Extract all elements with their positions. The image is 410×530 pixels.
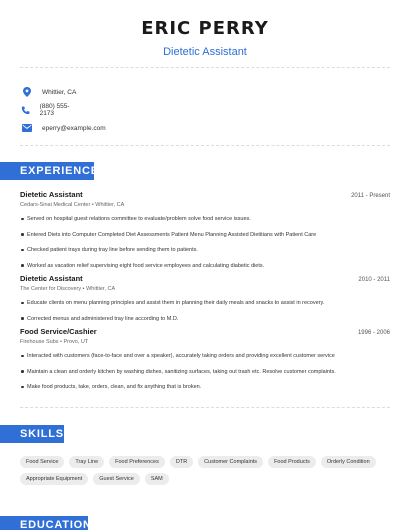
skills-list <box>20 456 390 490</box>
location-pin-icon <box>20 85 34 99</box>
job-entry-employer: Firehouse Subs • Provo, UT <box>20 339 89 345</box>
bullet-item: Educate clients on menu planning principles and assist them in planning their daily meals and snacks to assist in recovery. <box>20 299 390 315</box>
skill-chip: Guest Service <box>93 473 140 485</box>
phone-icon <box>20 103 32 117</box>
resume-header <box>0 18 410 59</box>
job-entry-bullets <box>20 352 390 399</box>
contact-email <box>20 119 106 137</box>
job-title: Dietetic Assistant <box>163 46 247 58</box>
job-entry-title: Dietetic Assistant <box>20 190 83 199</box>
bullet-item: Maintain a clean and orderly kitchen by washing dishes, sanitizing surfaces, taking out trash etc. Resolve customer complaints. <box>20 368 390 384</box>
contact-location <box>20 83 76 101</box>
bullet-item: Make food products, take, orders, clean, and fix anything that is broken. <box>20 383 390 399</box>
skill-chip: Food Service <box>20 456 64 468</box>
skill-chip: Orderly Condition <box>321 456 376 468</box>
contact-location-text: Whittier, CA <box>42 88 77 96</box>
section-heading-experience: EXPERIENCE <box>0 162 94 180</box>
skill-chip: SAM <box>145 473 169 485</box>
bullet-item: Checked patient trays during tray line before sending them to patients. <box>20 246 390 262</box>
skill-chip: DTR <box>170 456 193 468</box>
contact-list <box>20 83 106 132</box>
contact-email-text: eperry@example.com <box>42 124 106 132</box>
contact-phone-text: (880) 555-2173 <box>39 103 70 117</box>
skill-chip: Customer Complaints <box>198 456 263 468</box>
bullet-item: Served on hospital guest relations committee to evaluate/problem solve food service issues. <box>20 215 390 231</box>
skill-chip: Tray Line <box>69 456 104 468</box>
divider <box>20 145 390 146</box>
job-entry-bullets <box>20 299 390 330</box>
job-entry <box>20 327 390 399</box>
section-heading-skills: SKILLS <box>0 425 64 443</box>
job-entry-dates: 2010 - 2011 <box>358 277 390 283</box>
skill-chip: Appropriate Equipment <box>20 473 88 485</box>
divider <box>20 407 390 408</box>
skill-chip: Food Preferences <box>109 456 165 468</box>
candidate-name: ERIC PERRY <box>141 18 269 39</box>
job-entry-employer: The Center for Discovery • Whittier, CA <box>20 286 116 292</box>
job-entry-bullets <box>20 215 390 277</box>
bullet-item: Corrected menus and administered tray line according to M.D. <box>20 315 390 331</box>
job-entry-employer: Cedars-Sinai Medical Center • Whittier, CA <box>20 202 125 208</box>
skill-chip: Food Products <box>268 456 316 468</box>
bullet-item: Interacted with customers (face-to-face and over a speaker), accurately taking orders and providing excellent customer service <box>20 352 390 368</box>
job-entry <box>20 190 390 277</box>
job-entry-dates: 2011 - Present <box>351 193 390 199</box>
bullet-item: Entered Diets into Computer Completed Diet Assessments Patient Menu Planning Assisted Dietitians with Patient Care <box>20 231 390 247</box>
email-icon <box>20 121 34 135</box>
job-entry <box>20 274 390 330</box>
bullet-item: Worked as vacation relief supervising eight food service employees and calculating diabetic diets. <box>20 262 390 278</box>
job-entry-title: Dietetic Assistant <box>20 274 83 283</box>
divider <box>20 67 390 68</box>
job-entry-dates: 1996 - 2006 <box>357 330 390 336</box>
section-heading-education: EDUCATION <box>0 516 88 530</box>
job-entry-title: Food Service/Cashier <box>20 327 97 336</box>
contact-phone <box>20 101 76 119</box>
